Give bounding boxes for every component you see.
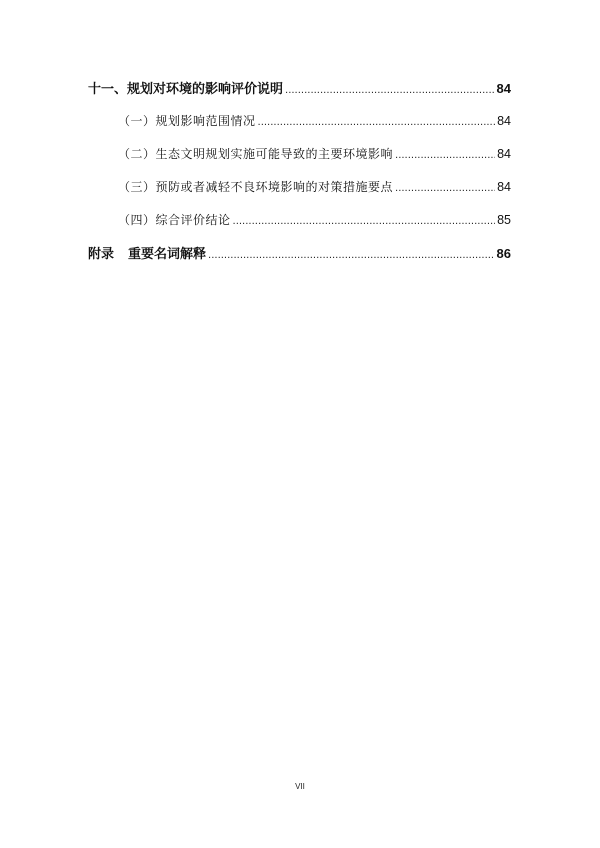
toc-entry-section-4[interactable]: [88, 210, 511, 231]
dot-leader: [285, 80, 495, 101]
toc-entry-page: 84: [497, 147, 511, 161]
dot-leader: [258, 112, 496, 133]
toc-entry-page: 84: [497, 114, 511, 128]
page-number: VII: [295, 782, 305, 791]
dot-leader: [395, 145, 495, 166]
toc-entry-page: 84: [497, 180, 511, 194]
table-of-contents: [88, 78, 511, 264]
toc-entry-title: （三）预防或者减轻不良环境影响的对策措施要点: [118, 180, 394, 194]
toc-entry-chapter-11[interactable]: [88, 78, 511, 99]
toc-entry-page: 84: [496, 81, 511, 96]
toc-entry-title: 十一、规划对环境的影响评价说明: [88, 82, 284, 97]
toc-entry-title: （一）规划影响范围情况: [118, 114, 256, 128]
toc-entry-title: （二）生态文明规划实施可能导致的主要环境影响: [118, 147, 394, 161]
toc-entry-appendix[interactable]: [88, 243, 511, 264]
toc-entry-section-3[interactable]: [88, 177, 511, 198]
dot-leader: [395, 178, 495, 199]
dot-leader: [208, 245, 495, 266]
toc-entry-title: 重要名词解释: [128, 247, 207, 262]
toc-entry-title-group: [88, 244, 206, 265]
toc-entry-page: 86: [496, 246, 511, 261]
toc-entry-prefix: 附录: [88, 247, 115, 262]
dot-leader: [233, 211, 496, 232]
toc-entry-title: （四）综合评价结论: [118, 213, 231, 227]
toc-entry-page: 85: [497, 213, 511, 227]
toc-entry-section-1[interactable]: [88, 111, 511, 132]
toc-entry-section-2[interactable]: [88, 144, 511, 165]
